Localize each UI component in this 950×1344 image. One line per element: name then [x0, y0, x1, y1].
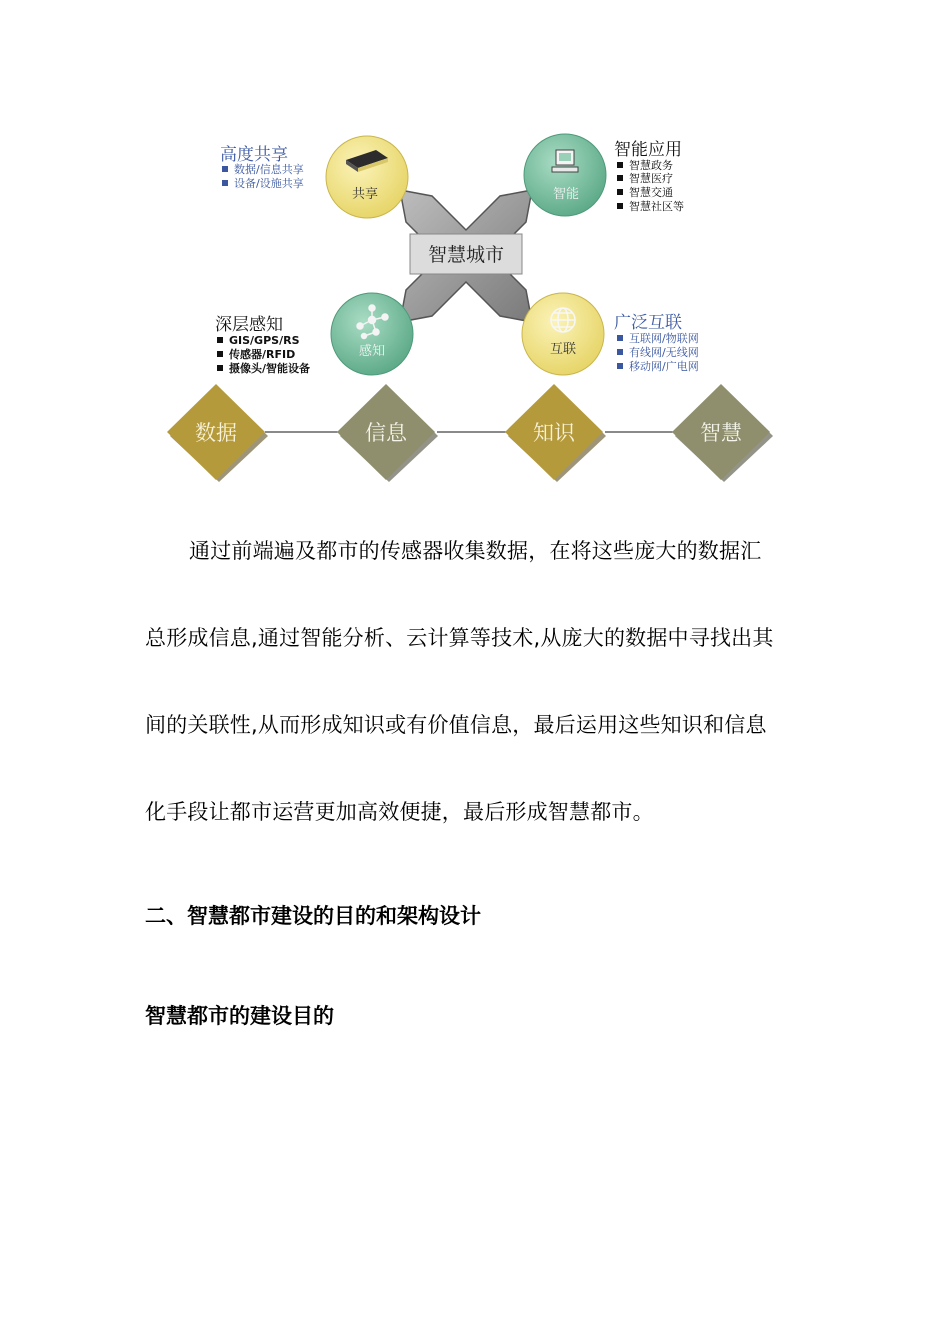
- sense-item: GIS/GPS/RS: [229, 334, 300, 347]
- sense-item: 传感器/RFID: [229, 348, 296, 361]
- chain-diamond-knowledge: [505, 384, 606, 482]
- connect-title: 广泛互联: [614, 313, 682, 333]
- smart-circle-label: 智能: [552, 187, 580, 202]
- center-label: 智慧城市: [427, 244, 505, 266]
- chain-label: 知识: [533, 421, 575, 445]
- paragraph-line: 总形成信息,通过智能分析、云计算等技术,从庞大的数据中寻找出其: [145, 626, 774, 650]
- node-share: [326, 136, 408, 218]
- smart-item: 智慧社区等: [629, 200, 684, 213]
- smart-item: 智慧交通: [629, 186, 673, 199]
- chain-diamond-wisdom: [672, 384, 773, 482]
- connect-item: 有线网/无线网: [629, 346, 699, 359]
- sense-list: [217, 334, 310, 375]
- node-connect: [522, 293, 604, 375]
- connect-circle-label: 互联: [549, 342, 577, 357]
- smart-item: 智慧政务: [629, 159, 673, 172]
- smart-title: 智能应用: [614, 140, 682, 160]
- paragraph-line: 化手段让都市运营更加高效便捷，最后形成智慧都市。: [145, 800, 654, 824]
- chain-diamond-info: [337, 384, 438, 482]
- share-circle-label: 共享: [351, 187, 379, 202]
- chain-label: 信息: [365, 421, 407, 445]
- chain-diamond-data: [167, 384, 268, 482]
- share-item: 数据/信息共享: [234, 163, 304, 176]
- sense-title: 深层感知: [215, 315, 283, 335]
- section-heading: 二、智慧都市建设的目的和架构设计: [145, 904, 481, 928]
- node-smart: [524, 134, 606, 216]
- chain-label: 数据: [195, 421, 237, 445]
- paragraph-line: 通过前端遍及都市的传感器收集数据，在将这些庞大的数据汇: [189, 539, 762, 563]
- share-title: 高度共享: [220, 145, 288, 165]
- sense-circle-label: 感知: [358, 344, 386, 359]
- node-sense: [331, 293, 413, 375]
- share-list: [222, 162, 304, 190]
- computer-icon: [552, 150, 578, 172]
- connect-item: 移动网/广电网: [629, 360, 699, 373]
- smart-item: 智慧医疗: [629, 172, 673, 185]
- connect-list: [617, 331, 699, 373]
- connect-item: 互联网/物联网: [629, 332, 699, 345]
- paragraph-line: 间的关联性,从而形成知识或有价值信息，最后运用这些知识和信息: [145, 713, 767, 737]
- sense-item: 摄像头/智能设备: [229, 362, 311, 375]
- share-item: 设备/设施共享: [234, 177, 304, 190]
- smart-list: [617, 158, 684, 213]
- smart-city-diagram: [0, 0, 950, 500]
- subsection-heading: 智慧都市的建设目的: [145, 1004, 334, 1028]
- chain-label: 智慧: [700, 421, 742, 445]
